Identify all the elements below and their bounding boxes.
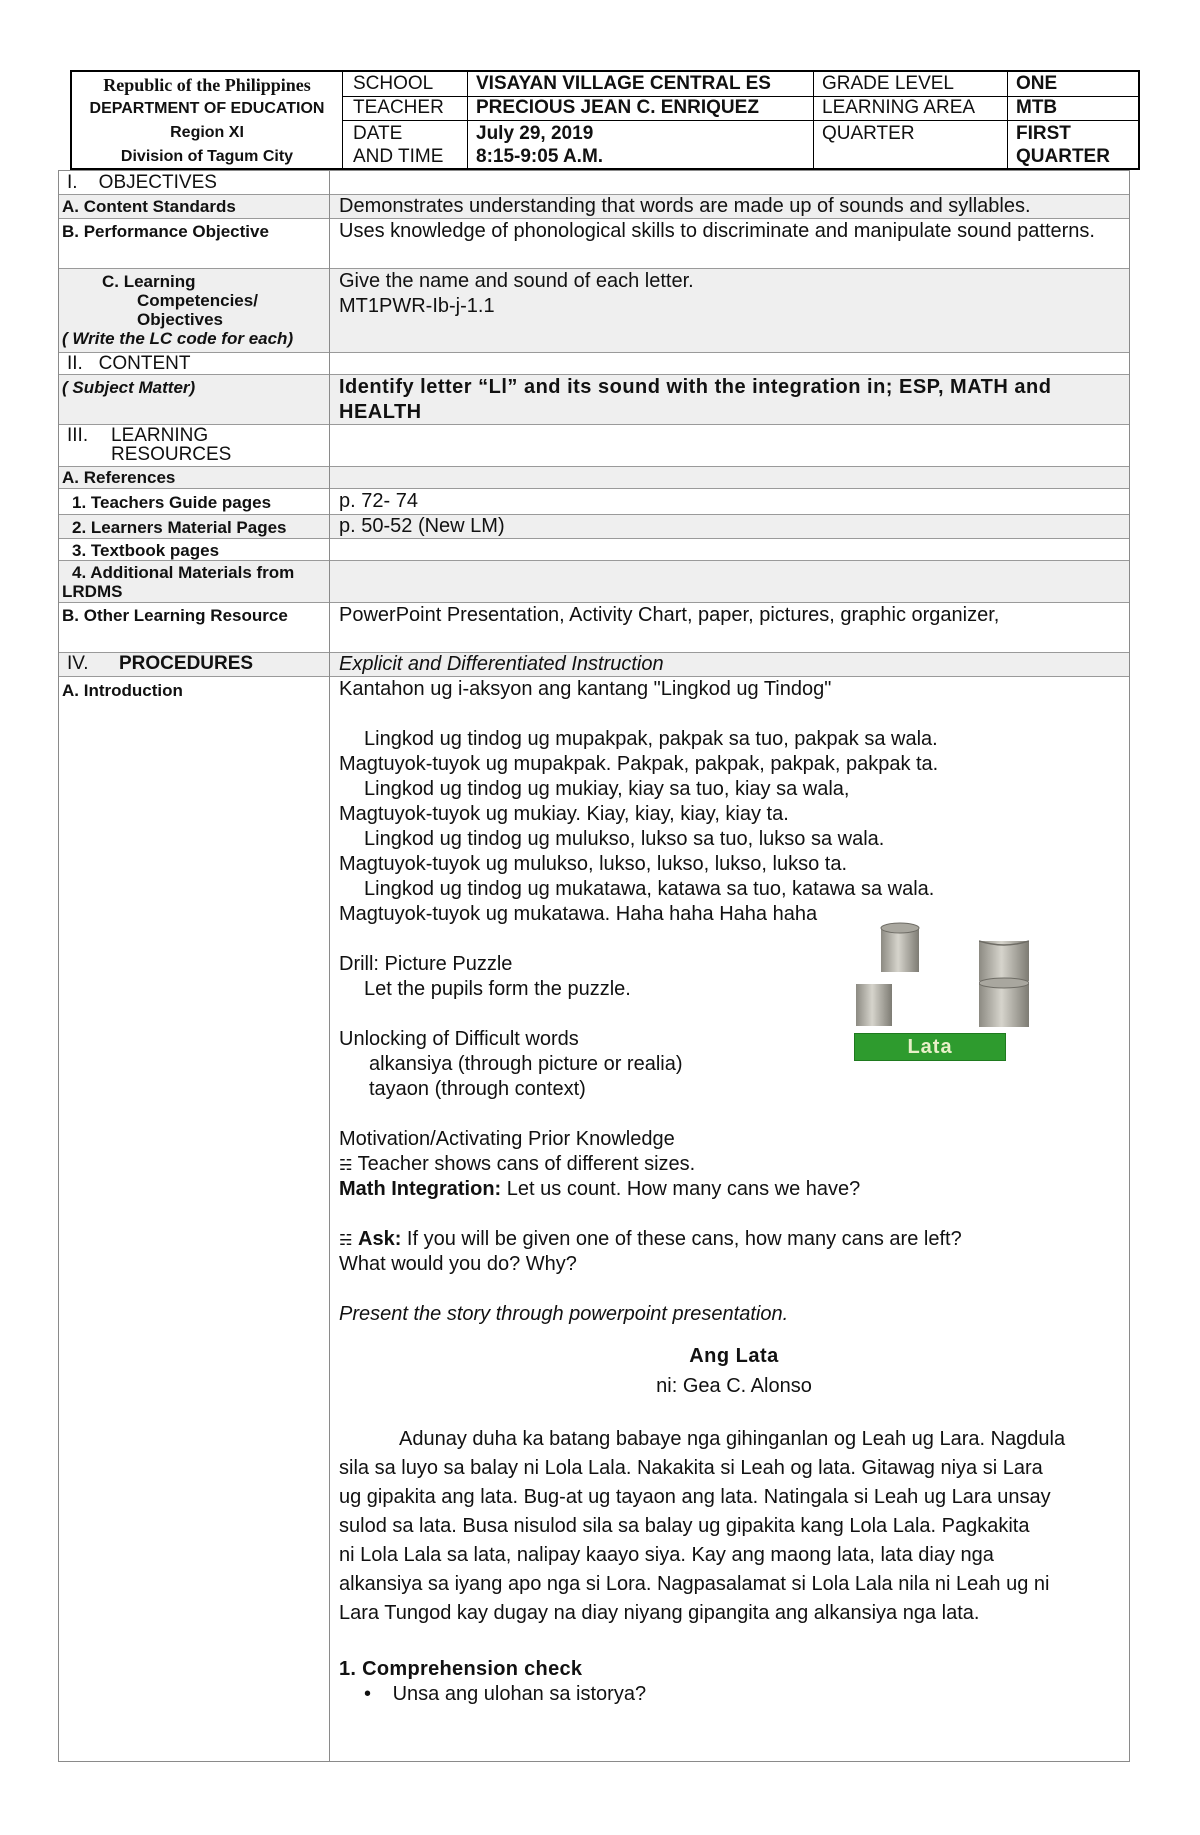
area-value: MTB <box>1016 97 1058 118</box>
teacher-shows-line <box>339 1152 695 1178</box>
puzzle-label-lata: Lata <box>854 1033 1006 1061</box>
additional-materials-label: 4. Additional Materials from LRDMS <box>62 563 295 601</box>
area-label: LEARNING AREA <box>822 97 976 118</box>
school-label: SCHOOL <box>353 73 434 94</box>
teacher-label: TEACHER <box>353 97 444 118</box>
other-resource-text: PowerPoint Presentation, Activity Chart, paper, pictures, graphic organizer, <box>339 604 1000 626</box>
can-piece-top-right <box>979 939 1029 981</box>
objectives-heading: I. OBJECTIVES <box>67 172 217 193</box>
story-line-2: sila sa luyo sa balay ni Lola Lala. Nakakita si Leah og lata. Gitawag niya si Lara <box>339 1457 1043 1479</box>
drill-instruction: Let the pupils form the puzzle. <box>364 978 631 1000</box>
story-line-3: ug gipakita ang lata. Bug-at ug tayaon ang lata. Natingala si Leah ug Lara unsay <box>339 1486 1051 1508</box>
other-resource-row <box>59 603 1129 653</box>
teacher-value: PRECIOUS JEAN C. ENRIQUEZ <box>476 97 759 118</box>
lc-label-line3: Objectives <box>137 310 223 329</box>
date-label <box>353 122 443 168</box>
comprehension-check-title: 1. Comprehension check <box>339 1658 583 1680</box>
date-value <box>476 122 603 168</box>
references-row <box>59 467 1129 489</box>
procedures-heading: IV. PROCEDURES <box>67 653 254 674</box>
grade-label: GRADE LEVEL <box>822 73 954 94</box>
ask-text-2: What would you do? Why? <box>339 1253 577 1275</box>
can-piece-bottom-left <box>854 984 894 1026</box>
date-value-line2: 8:15-9:05 A.M. <box>476 146 604 167</box>
learners-material-label: 2. Learners Material Pages <box>72 518 287 537</box>
school-value: VISAYAN VILLAGE CENTRAL ES <box>476 73 771 94</box>
learners-material-row <box>59 515 1129 539</box>
teachers-guide-row <box>59 489 1129 515</box>
story-line-6: alkansiya sa iyang apo nga si Lora. Nagpasalamat si Lola Lala nila ni Leah ug ni <box>339 1573 1050 1595</box>
references-label: A. References <box>62 468 176 487</box>
story-line-1: Adunay duha ka batang babaye nga gihinganlan og Leah ug Lara. Nagdula <box>399 1428 1066 1450</box>
difficult-word-1: alkansiya (through picture or realia) <box>369 1053 683 1075</box>
math-integration-line <box>339 1177 860 1202</box>
comprehension-question-text: Unsa ang ulohan sa istorya? <box>392 1683 647 1705</box>
present-story-line: Present the story through powerpoint presentation. <box>339 1303 789 1325</box>
procedures-approach: Explicit and Differentiated Instruction <box>339 653 664 675</box>
learning-resources-heading: III. LEARNING RESOURCES <box>67 425 232 465</box>
ask-line <box>339 1227 962 1253</box>
song-line-6: Magtuyok-tuyok ug mulukso, lukso, lukso, lukso, lukso ta. <box>339 853 848 875</box>
content-standards-row <box>59 195 1129 219</box>
story-line-7: Lara Tungod kay dugay na diay niyang gipangita ang alkansiya nga lata. <box>339 1602 980 1624</box>
teachers-guide-label: 1. Teachers Guide pages <box>72 493 272 512</box>
difficult-word-2: tayaon (through context) <box>369 1078 586 1100</box>
song-line-3: Lingkod ug tindog ug mukiay, kiay sa tuo, kiay sa wala, <box>364 778 850 800</box>
lc-text-line1: Give the name and sound of each letter. <box>339 270 694 292</box>
content-heading: II. CONTENT <box>67 353 191 374</box>
lc-label-line4: ( Write the LC code for each) <box>62 329 294 348</box>
division-line: Division of Tagum City <box>120 148 294 165</box>
learners-material-pages: p. 50-52 (New LM) <box>339 515 505 537</box>
introduction-row <box>59 677 1129 1763</box>
ask-text: If you will be given one of these cans, how many cans are left? <box>401 1228 962 1250</box>
textbook-label: 3. Textbook pages <box>72 541 220 560</box>
republic-line: Republic of the Philippines <box>103 75 311 95</box>
performance-objective-row <box>59 219 1129 269</box>
quarter-value-line2: QUARTER <box>1016 146 1110 167</box>
date-value-line1: July 29, 2019 <box>476 123 594 144</box>
song-intro: Kantahon ug i-aksyon ang kantang "Lingkod ug Tindog" <box>339 678 832 700</box>
lc-code: MT1PWR-Ib-j-1.1 <box>339 295 495 317</box>
grade-value: ONE <box>1016 73 1058 94</box>
bullet-icon: ☵ <box>339 1157 353 1174</box>
introduction-label: A. Introduction <box>62 681 183 700</box>
story-line-4: sulod sa lata. Busa nisulod sila sa balay ug gipakita kang Lola Lala. Pagkakita <box>339 1515 1030 1537</box>
deped-seal-text <box>72 73 342 169</box>
motivation-title: Motivation/Activating Prior Knowledge <box>339 1128 675 1150</box>
song-line-4: Magtuyok-tuyok ug mukiay. Kiay, kiay, kiay, kiay ta. <box>339 803 789 825</box>
teachers-guide-pages: p. 72- 74 <box>339 490 418 512</box>
ask-label: Ask: <box>358 1228 402 1250</box>
learning-resources-row <box>59 425 1129 467</box>
can-piece-top-left <box>879 922 921 972</box>
math-integration-text: Let us count. How many cans we have? <box>501 1178 861 1200</box>
lc-label-line2: Competencies/ <box>137 291 258 310</box>
date-label-line2: AND TIME <box>353 146 444 167</box>
quarter-value-line1: FIRST <box>1016 123 1071 144</box>
objectives-row <box>59 171 1129 195</box>
story-author: ni: Gea C. Alonso <box>656 1375 812 1397</box>
subject-matter-label: ( Subject Matter) <box>62 378 196 397</box>
header-table <box>70 70 1140 170</box>
song-line-8: Magtuyok-tuyok ug mukatawa. Haha haha Haha haha <box>339 903 818 925</box>
learning-competencies-row <box>59 269 1129 353</box>
other-resource-label: B. Other Learning Resource <box>62 606 288 625</box>
story-title: Ang Lata <box>689 1345 779 1367</box>
content-standards-text: Demonstrates understanding that words are made up of sounds and syllables. <box>339 195 1031 217</box>
date-label-line1: DATE <box>353 123 403 144</box>
performance-objective-label: B. Performance Objective <box>62 222 269 241</box>
textbook-row <box>59 539 1129 561</box>
teacher-shows-text: Teacher shows cans of different sizes. <box>357 1153 696 1175</box>
content-row <box>59 353 1129 375</box>
learning-competencies-text <box>339 269 1119 319</box>
subject-matter-text: Identify letter “Ll” and its sound with the integration in; ESP, MATH and HEALTH <box>339 376 1052 423</box>
learning-competencies-label <box>62 272 324 348</box>
song-line-7: Lingkod ug tindog ug mukatawa, katawa sa tuo, katawa sa wala. <box>364 878 935 900</box>
unlocking-title: Unlocking of Difficult words <box>339 1028 579 1050</box>
performance-objective-text: Uses knowledge of phonological skills to discriminate and manipulate sound patterns. <box>339 220 1095 242</box>
lesson-plan-table <box>58 170 1130 1762</box>
math-integration-label: Math Integration: <box>339 1178 502 1200</box>
lc-label-line1: C. Learning <box>102 272 196 291</box>
bullet-icon: ☵ <box>339 1232 353 1249</box>
comprehension-question-1 <box>364 1682 646 1707</box>
bullet-dot-icon: • <box>364 1683 372 1705</box>
additional-materials-row <box>59 561 1129 603</box>
subject-matter-row <box>59 375 1129 425</box>
quarter-label: QUARTER <box>822 123 915 144</box>
deped-line: DEPARTMENT OF EDUCATION <box>89 100 325 117</box>
can-piece-bottom-right <box>979 977 1029 1027</box>
song-line-2: Magtuyok-tuyok ug mupakpak. Pakpak, pakpak, pakpak, pakpak ta. <box>339 753 939 775</box>
song-line-1: Lingkod ug tindog ug mupakpak, pakpak sa tuo, pakpak sa wala. <box>364 728 938 750</box>
drill-title: Drill: Picture Puzzle <box>339 953 513 975</box>
procedures-row <box>59 653 1129 677</box>
region-line: Region XI <box>170 124 244 141</box>
content-standards-label: A. Content Standards <box>62 197 236 216</box>
song-line-5: Lingkod ug tindog ug mulukso, lukso sa tuo, lukso sa wala. <box>364 828 885 850</box>
story-line-5: ni Lola Lala sa lata, nalipay kaayo siya. Kay ang maong lata, lata diay nga <box>339 1544 994 1566</box>
quarter-value <box>1016 122 1110 168</box>
